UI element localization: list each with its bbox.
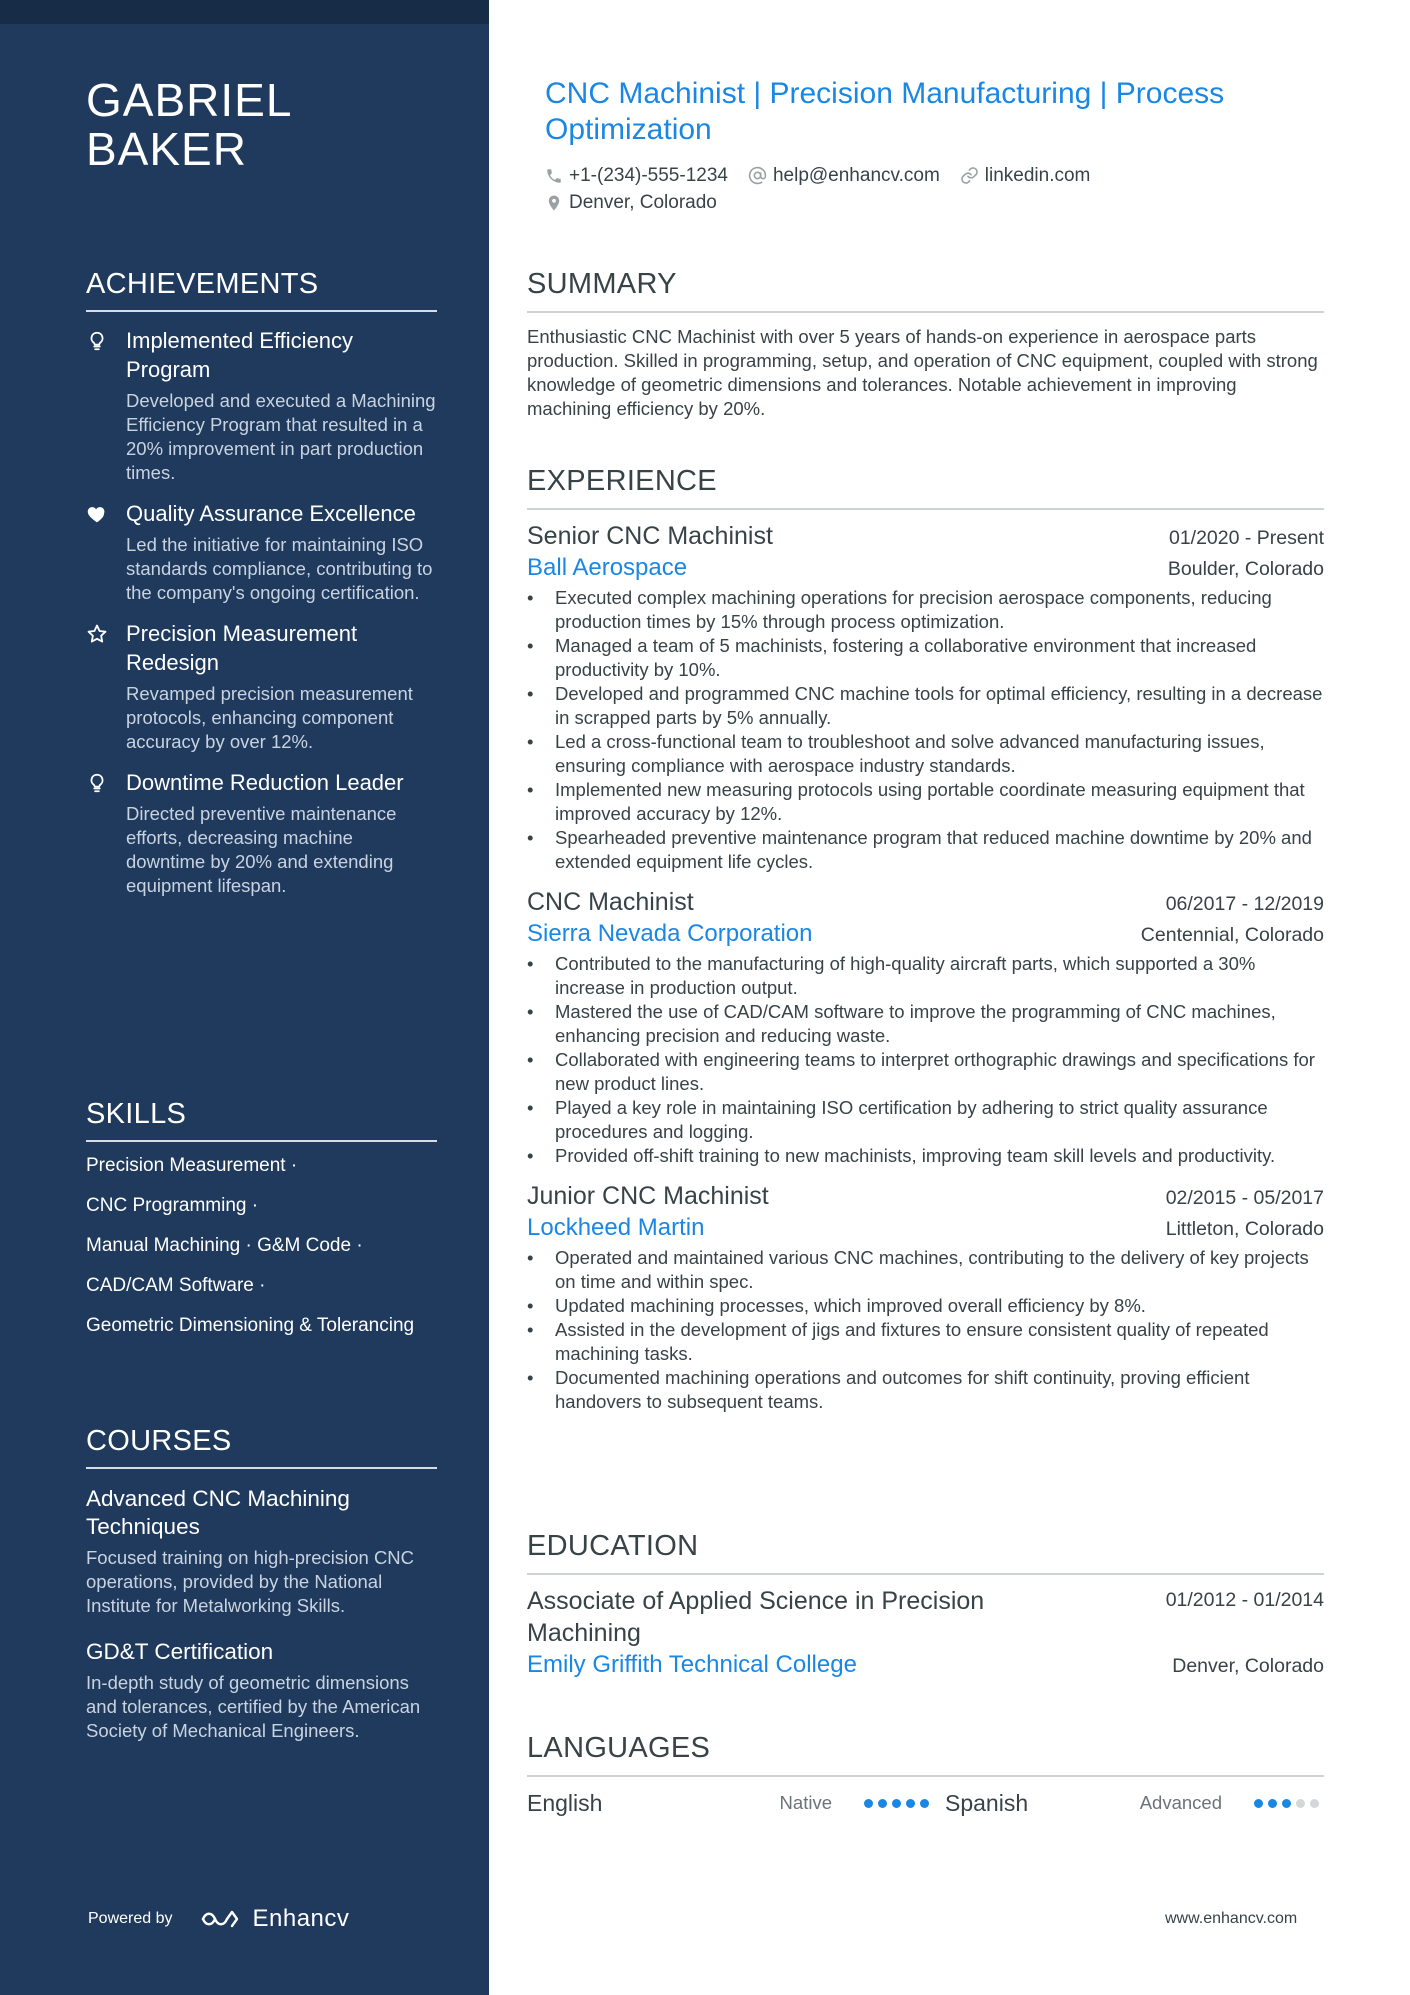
brand-name: Enhancv: [252, 1905, 350, 1932]
contact-info: [545, 162, 1325, 216]
languages-title: LANGUAGES: [527, 1732, 1324, 1777]
rating-dot-filled: [1268, 1799, 1277, 1808]
bullet-item: • Provided off-shift training to new machinists, improving team skill levels and productivity.: [527, 1144, 1324, 1168]
bullet-item: • Assisted in the development of jigs and fixtures to ensure consistent quality of repeated machining tasks.: [527, 1318, 1324, 1366]
bullet-item: • Led a cross-functional team to troubleshoot and solve advanced manufacturing issues, ensuring compliance with aerospace industry standards.: [527, 730, 1324, 778]
skill-item: CAD/CAM Software ·: [86, 1275, 266, 1296]
skill-item: Precision Measurement ·: [86, 1155, 298, 1176]
job-bullets: [527, 586, 1324, 874]
bullet-item: • Executed complex machining operations for precision aerospace components, reducing production times by 15% through process optimization.: [527, 586, 1324, 634]
bullet-item: • Played a key role in maintaining ISO certification by adhering to strict quality assurance procedures and logging.: [527, 1096, 1324, 1144]
bullet-item: • Implemented new measuring protocols using portable coordinate measuring equipment that improved accuracy by 12%.: [527, 778, 1324, 826]
company-name[interactable]: Ball Aerospace: [527, 554, 688, 581]
job-bullets: [527, 1246, 1324, 1414]
achievement-desc: Revamped precision measurement protocols, enhancing component accuracy by over 12%.: [126, 683, 413, 752]
first-name: GABRIEL: [86, 74, 293, 126]
rating-dot-filled: [1254, 1799, 1263, 1808]
achievement-item: [86, 499, 437, 605]
course-title: GD&T Certification: [86, 1639, 274, 1664]
at-icon: [748, 166, 767, 185]
enhancv-logo-icon: [199, 1907, 243, 1931]
language-name: Spanish: [945, 1789, 1029, 1816]
language-name: English: [527, 1789, 603, 1816]
bullet-item: • Contributed to the manufacturing of high-quality aircraft parts, which supported a 30% increase in production output.: [527, 952, 1324, 1000]
link-icon: [960, 166, 979, 185]
summary-text: Enthusiastic CNC Machinist with over 5 years of hands-on experience in aerospace parts production. Skilled in programming, setup, and operation of CNC equipment, coupled with strong knowledge of geometric dimensions and tolerances. Notable achievement in improving machining efficiency by 20%.: [527, 326, 1318, 419]
job-entry: [527, 886, 1324, 1168]
courses-title: COURSES: [86, 1425, 437, 1469]
sidebar: [0, 0, 489, 1995]
linkedin-text: linkedin.com: [984, 164, 1091, 186]
candidate-name: [86, 76, 292, 174]
skill-item: Geometric Dimensioning & Tolerancing: [86, 1315, 415, 1336]
job-dates: 01/2020 - Present: [1168, 527, 1324, 549]
bullet-item: • Operated and maintained various CNC machines, contributing to the delivery of key projects on time and within spec.: [527, 1246, 1324, 1294]
brand-logo[interactable]: [199, 1905, 350, 1933]
phone-icon: [545, 167, 563, 185]
contact-linkedin[interactable]: [960, 165, 1091, 187]
location-pin-icon: [545, 193, 563, 213]
education-entry: [527, 1585, 1324, 1681]
education-section: [527, 1530, 1324, 1681]
bullet-item: • Updated machining processes, which improved overall efficiency by 8%.: [527, 1294, 1324, 1318]
footer-website[interactable]: www.enhancv.com: [1165, 1910, 1298, 1927]
course-title: Advanced CNC Machining Techniques: [86, 1486, 350, 1539]
school-name[interactable]: Emily Griffith Technical College: [527, 1651, 857, 1678]
rating-dot-filled: [1282, 1799, 1291, 1808]
job-location: Boulder, Colorado: [1167, 558, 1324, 580]
bullet-item: • Collaborated with engineering teams to interpret orthographic drawings and specifications for new product lines.: [527, 1048, 1324, 1096]
lightbulb-icon: [86, 330, 108, 352]
achievement-item: [86, 326, 437, 485]
contact-location: [545, 192, 717, 214]
course-desc: In-depth study of geometric dimensions and tolerances, certified by the American Society of Mechanical Engineers.: [86, 1672, 421, 1741]
bullet-item: • Developed and programmed CNC machine tools for optimal efficiency, resulting in a decrease in scrapped parts by 5% annually.: [527, 682, 1324, 730]
language-rating: [1254, 1799, 1324, 1808]
achievement-desc: Directed preventive maintenance efforts, decreasing machine downtime by 20% and extending equipment lifespan.: [126, 803, 397, 896]
rating-dot-filled: [892, 1799, 901, 1808]
achievement-desc: Led the initiative for maintaining ISO standards compliance, contributing to the company's ongoing certification.: [126, 534, 433, 603]
courses-section: [86, 1425, 437, 1743]
contact-email[interactable]: [748, 165, 940, 187]
last-name: BAKER: [86, 123, 247, 175]
experience-title: EXPERIENCE: [527, 465, 1324, 510]
job-location: Littleton, Colorado: [1165, 1218, 1324, 1240]
bullet-item: • Mastered the use of CAD/CAM software to improve the programming of CNC machines, enhancing precision and reducing waste.: [527, 1000, 1324, 1048]
job-title: Junior CNC Machinist: [527, 1182, 769, 1210]
job-entry: [527, 520, 1324, 874]
education-dates: 01/2012 - 01/2014: [1165, 1589, 1324, 1611]
skills-title: SKILLS: [86, 1098, 437, 1142]
star-icon: [86, 623, 108, 645]
rating-dot-filled: [864, 1799, 873, 1808]
achievement-title: Implemented Efficiency Program: [126, 328, 354, 382]
lightbulb-icon: [86, 772, 108, 794]
language-item: [945, 1790, 1324, 1817]
rating-dot-filled: [878, 1799, 887, 1808]
contact-phone[interactable]: [545, 165, 728, 187]
bullet-item: • Spearheaded preventive maintenance program that reduced machine downtime by 20% and extended equipment life cycles.: [527, 826, 1324, 874]
phone-text: +1-(234)-555-1234: [569, 164, 728, 186]
languages-list: [527, 1787, 1324, 1819]
achievement-item: [86, 768, 437, 898]
achievement-title: Downtime Reduction Leader: [126, 770, 404, 795]
powered-by-label: Powered by: [88, 1910, 173, 1927]
achievements-title: ACHIEVEMENTS: [86, 268, 437, 312]
achievement-title: Quality Assurance Excellence: [126, 501, 416, 526]
company-name[interactable]: Sierra Nevada Corporation: [527, 920, 813, 947]
education-location: Denver, Colorado: [1172, 1655, 1324, 1677]
job-dates: 06/2017 - 12/2019: [1165, 893, 1324, 915]
skill-item: CNC Programming ·: [86, 1195, 259, 1216]
skills-section: [86, 1098, 437, 1338]
rating-dot-empty: [1296, 1799, 1305, 1808]
sidebar-top-band: [0, 0, 489, 24]
degree-title: Associate of Applied Science in Precision Machining: [527, 1587, 985, 1647]
summary-section: [527, 268, 1324, 421]
course-item: [86, 1638, 437, 1743]
bullet-item: • Managed a team of 5 machinists, fostering a collaborative environment that increased productivity by 10%.: [527, 634, 1324, 682]
rating-dot-filled: [920, 1799, 929, 1808]
languages-section: [527, 1732, 1324, 1819]
skill-item: Manual Machining · G&M Code ·: [86, 1235, 363, 1256]
headline: CNC Machinist | Precision Manufacturing | Process Optimization: [545, 77, 1225, 146]
achievements-section: [86, 268, 437, 898]
powered-by: [88, 1905, 349, 1933]
job-title: CNC Machinist: [527, 888, 694, 916]
rating-dot-empty: [1310, 1799, 1319, 1808]
job-title: Senior CNC Machinist: [527, 522, 773, 550]
email-text: help@enhancv.com: [772, 164, 940, 186]
language-rating: [864, 1799, 934, 1808]
location-text: Denver, Colorado: [569, 191, 717, 213]
summary-title: SUMMARY: [527, 268, 1324, 313]
achievement-item: [86, 619, 437, 754]
rating-dot-filled: [906, 1799, 915, 1808]
job-bullets: [527, 952, 1324, 1168]
course-desc: Focused training on high-precision CNC operations, provided by the National Institute for Metalworking Skills.: [86, 1547, 415, 1616]
bullet-item: • Documented machining operations and outcomes for shift continuity, proving efficient handovers to subsequent teams.: [527, 1366, 1324, 1414]
job-dates: 02/2015 - 05/2017: [1165, 1187, 1324, 1209]
experience-section: [527, 465, 1324, 1414]
language-level: Native: [779, 1792, 832, 1813]
company-name[interactable]: Lockheed Martin: [527, 1214, 705, 1241]
heart-icon: [86, 503, 108, 525]
achievement-title: Precision Measurement Redesign: [126, 621, 358, 675]
language-item: [527, 1790, 945, 1817]
education-title: EDUCATION: [527, 1530, 1324, 1575]
course-item: [86, 1485, 437, 1618]
job-location: Centennial, Colorado: [1140, 924, 1324, 946]
job-entry: [527, 1180, 1324, 1414]
language-level: Advanced: [1139, 1792, 1222, 1813]
achievement-desc: Developed and executed a Machining Efficiency Program that resulted in a 20% improvement in part production times.: [126, 390, 436, 483]
